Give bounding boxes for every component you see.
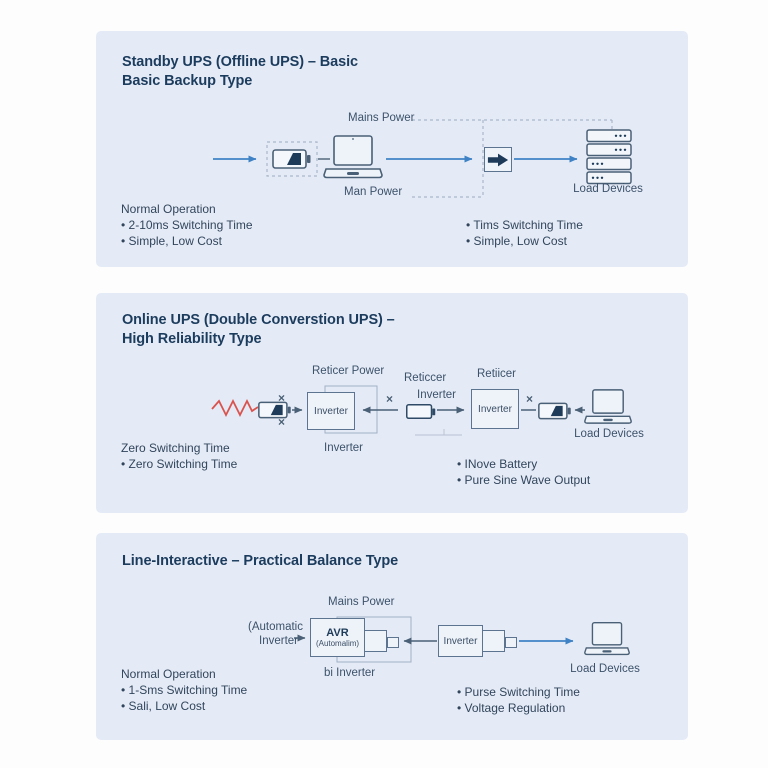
note-item: • Simple, Low Cost (466, 234, 567, 249)
inverter-box-3 (438, 625, 483, 657)
panel1-title (122, 53, 358, 91)
battery-icon (406, 403, 436, 420)
battery-icon (258, 400, 292, 420)
inverter-box-1-label: Inverter (314, 405, 348, 417)
panel3-title (122, 552, 398, 571)
panel3-title-line1: Line-Interactive – Practical Balance Type (122, 553, 399, 569)
x-mark: × (526, 392, 534, 406)
avr-connector-plug (387, 637, 399, 648)
sine-wave-icon (212, 401, 258, 415)
load-devices-label: Load Devices (570, 663, 640, 675)
load-devices-label: Load Devices (573, 183, 643, 195)
panel3-left-notes (121, 666, 247, 715)
panel2-title (122, 311, 395, 349)
automatic-inverter-label: (Automatic Inverter (248, 621, 303, 647)
server-stack-icon (586, 129, 632, 187)
panel2-right-notes (457, 456, 590, 488)
inverter-box-2-label: Inverter (478, 403, 512, 415)
avr-connector-box (364, 630, 387, 652)
inverter-box-1 (307, 392, 355, 430)
inverter-connector-box (482, 630, 505, 652)
notes-heading: Normal Operation (121, 202, 216, 216)
panel3-right-notes (457, 684, 580, 716)
panel1-title-line2: Basic Backup Type (122, 73, 253, 89)
transfer-switch-icon (484, 147, 512, 172)
load-devices-label: Load Devices (574, 428, 644, 440)
inverter-connector-plug (505, 637, 517, 648)
notes-heading: Zero Switching Time (121, 441, 230, 455)
note-item: • Tims Switching Time (466, 218, 583, 232)
panel2-title-line2: High Reliability Type (122, 331, 262, 347)
avr-box (310, 618, 365, 657)
note-item: • INove Battery (457, 457, 538, 471)
note-item: • Pure Sine Wave Output (457, 473, 591, 488)
note-item: • Sali, Low Cost (121, 699, 206, 714)
bi-inverter-label: bi Inverter (324, 667, 376, 679)
laptop-icon (584, 388, 632, 427)
x-mark: × (278, 391, 286, 405)
battery-icon (272, 148, 312, 170)
note-item: • Voltage Regulation (457, 701, 566, 716)
battery-icon (538, 401, 572, 421)
avr-box-sub: (Automalim) (315, 639, 360, 648)
panel1-right-notes (466, 217, 583, 249)
inverter-box-2 (471, 389, 519, 429)
notes-heading: Normal Operation (121, 667, 216, 681)
note-item: • 2-10ms Switching Time (121, 218, 253, 233)
note-item: • 1-Sms Switching Time (121, 683, 248, 698)
panel1-title-line1: Standby UPS (Offline UPS) – Basic (122, 54, 358, 70)
avr-box-title: AVR (326, 627, 349, 639)
note-item: • Purse Switching Time (457, 685, 580, 699)
mains-power-label: Mains Power (348, 112, 415, 124)
footnote-lines (415, 429, 462, 435)
retiicer-label: Retiicer (477, 368, 516, 380)
x-mark: × (386, 392, 394, 406)
inverter-mid-label: Inverter (417, 389, 456, 401)
panel2-title-line1: Online UPS (Double Converstion UPS) – (122, 312, 395, 328)
reticcer-label: Reticcer (404, 372, 447, 384)
inverter-box-3-label: Inverter (443, 635, 478, 647)
inverter-below-label: Inverter (324, 442, 363, 454)
man-power-label: Man Power (344, 186, 403, 198)
reticer-power-label: Reticer Power (312, 365, 385, 377)
panel2-left-notes (121, 440, 237, 472)
note-item: • Zero Switching Time (121, 457, 238, 472)
x-mark: × (278, 415, 286, 429)
note-item: • Simple, Low Cost (121, 234, 222, 249)
panel1-left-notes (121, 201, 253, 250)
mains-power-label: Mains Power (328, 596, 395, 608)
laptop-icon (584, 621, 630, 658)
laptop-icon (323, 134, 383, 182)
